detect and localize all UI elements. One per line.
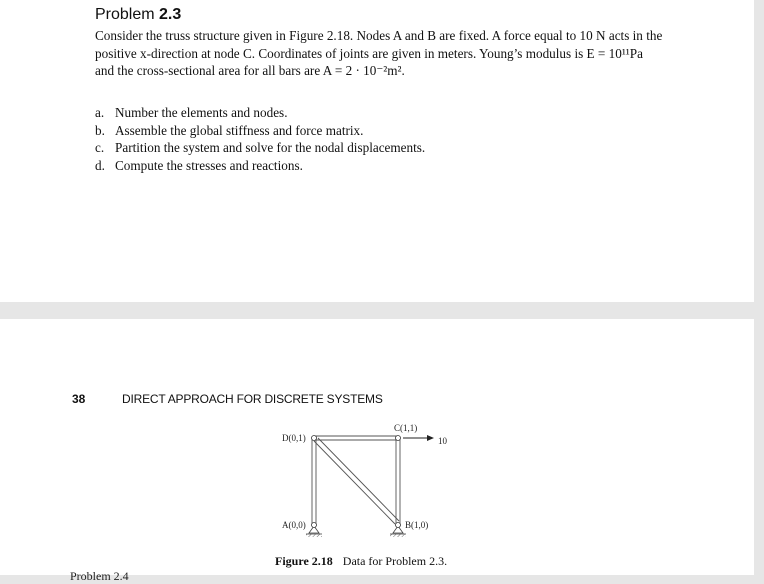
label-node-D: D(0,1) (282, 433, 306, 443)
statement-line-1: Consider the truss structure given in Figure 2.18. Nodes A and B are fixed. A force equal to 10 N acts in the (95, 28, 663, 43)
label-node-B: B(1,0) (405, 520, 429, 530)
force-arrow (403, 435, 434, 441)
truss-figure (0, 319, 754, 575)
task-item-a: a. Number the elements and nodes. (95, 105, 288, 120)
task-item-d: d. Compute the stresses and reactions. (95, 157, 303, 173)
member-DB (314, 438, 399, 524)
member-CB (396, 439, 400, 525)
problem-statement (95, 27, 695, 80)
label-node-C: C(1,1) (394, 423, 418, 433)
running-head: DIRECT APPROACH FOR DISCRETE SYSTEMS (122, 392, 383, 406)
task-item-c: c. Partition the system and solve for the nodal displacements. (95, 140, 426, 155)
member-DC (314, 436, 397, 440)
figure-caption: Figure 2.18 Data for Problem 2.3. (275, 554, 448, 568)
joint-A (312, 523, 317, 528)
label-node-A: A(0,0) (282, 520, 306, 530)
task-item-b: b. Assemble the global stiffness and force matrix. (95, 122, 364, 138)
statement-line-3: and the cross-sectional area for all bars are A = 2 · 10⁻²m². (95, 63, 405, 78)
book-page (0, 319, 754, 583)
joint-D (312, 436, 317, 441)
problem-title: Problem 2.3 (95, 6, 182, 23)
statement-line-2: positive x-direction at node C. Coordinates of joints are given in meters. Young’s modulus is E = 10¹¹Pa (95, 45, 643, 61)
member-AD (312, 439, 316, 525)
label-force: 10 (438, 436, 447, 446)
problem-number: 2.3 (159, 6, 182, 23)
joint-B (396, 523, 401, 528)
truss-members (312, 436, 400, 525)
cut-off-text: Problem 2.4 (70, 569, 129, 583)
joint-C (396, 436, 401, 441)
page-number: 38 (72, 392, 86, 406)
task-list (95, 104, 425, 174)
